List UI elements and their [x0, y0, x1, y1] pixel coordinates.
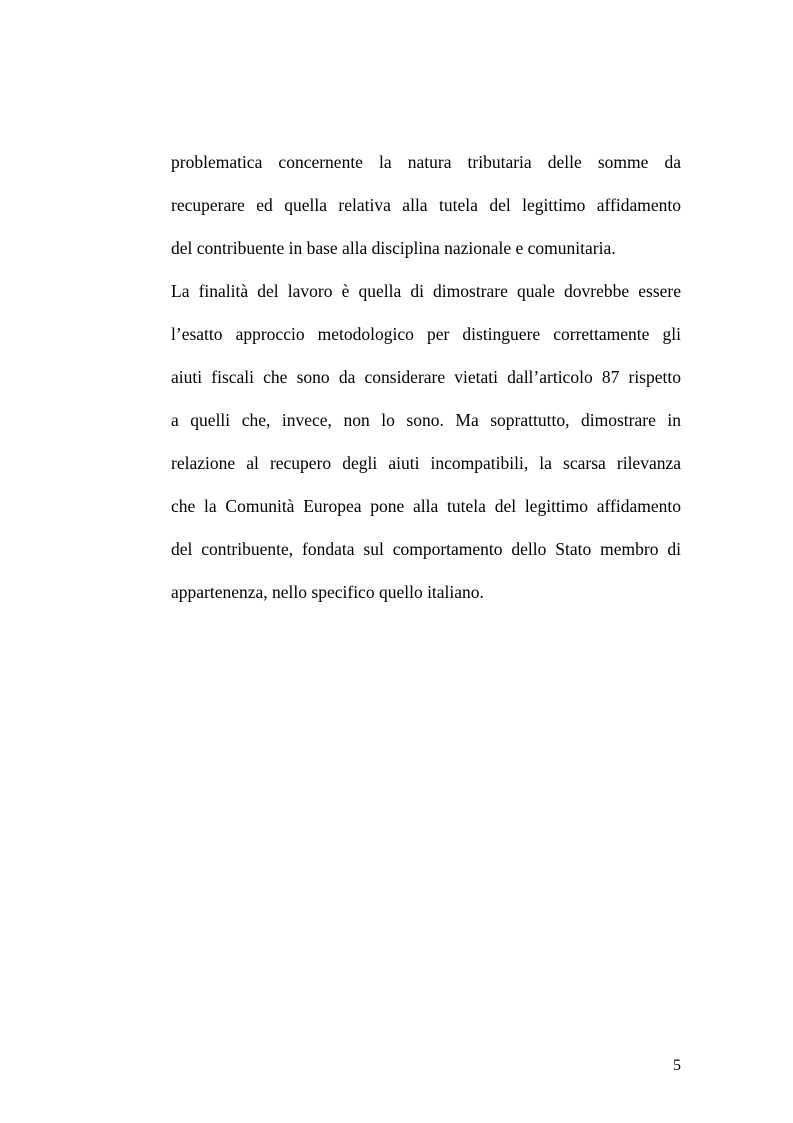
paragraph-2-line-6: che la Comunità Europea pone alla tutela del legittimo affidamento — [171, 496, 681, 516]
paragraph-2-line-3: aiuti fiscali che sono da considerare vietati dall’articolo 87 rispetto — [171, 367, 681, 387]
paragraph-2-line-2: l’esatto approccio metodologico per distinguere correttamente gli — [171, 324, 681, 344]
paragraph-2-line-4: a quelli che, invece, non lo sono. Ma soprattutto, dimostrare in — [171, 410, 681, 430]
paragraph-2-line-7: del contribuente, fondata sul comportamento dello Stato membro di — [171, 539, 681, 559]
page-number: 5 — [673, 1057, 681, 1074]
paragraph-2-line-8: appartenenza, nello specifico quello italiano. — [171, 582, 484, 602]
paragraph-2-line-5: relazione al recupero degli aiuti incompatibili, la scarsa rilevanza — [171, 453, 681, 473]
paragraph-1-line-2: recuperare ed quella relativa alla tutela del legittimo affidamento — [171, 195, 681, 215]
paragraph-2-line-1: La finalità del lavoro è quella di dimostrare quale dovrebbe essere — [171, 281, 681, 301]
paragraph-1-line-1: problematica concernente la natura tributaria delle somme da — [171, 152, 681, 172]
paragraph-1-line-3: del contribuente in base alla disciplina nazionale e comunitaria. — [171, 238, 616, 258]
